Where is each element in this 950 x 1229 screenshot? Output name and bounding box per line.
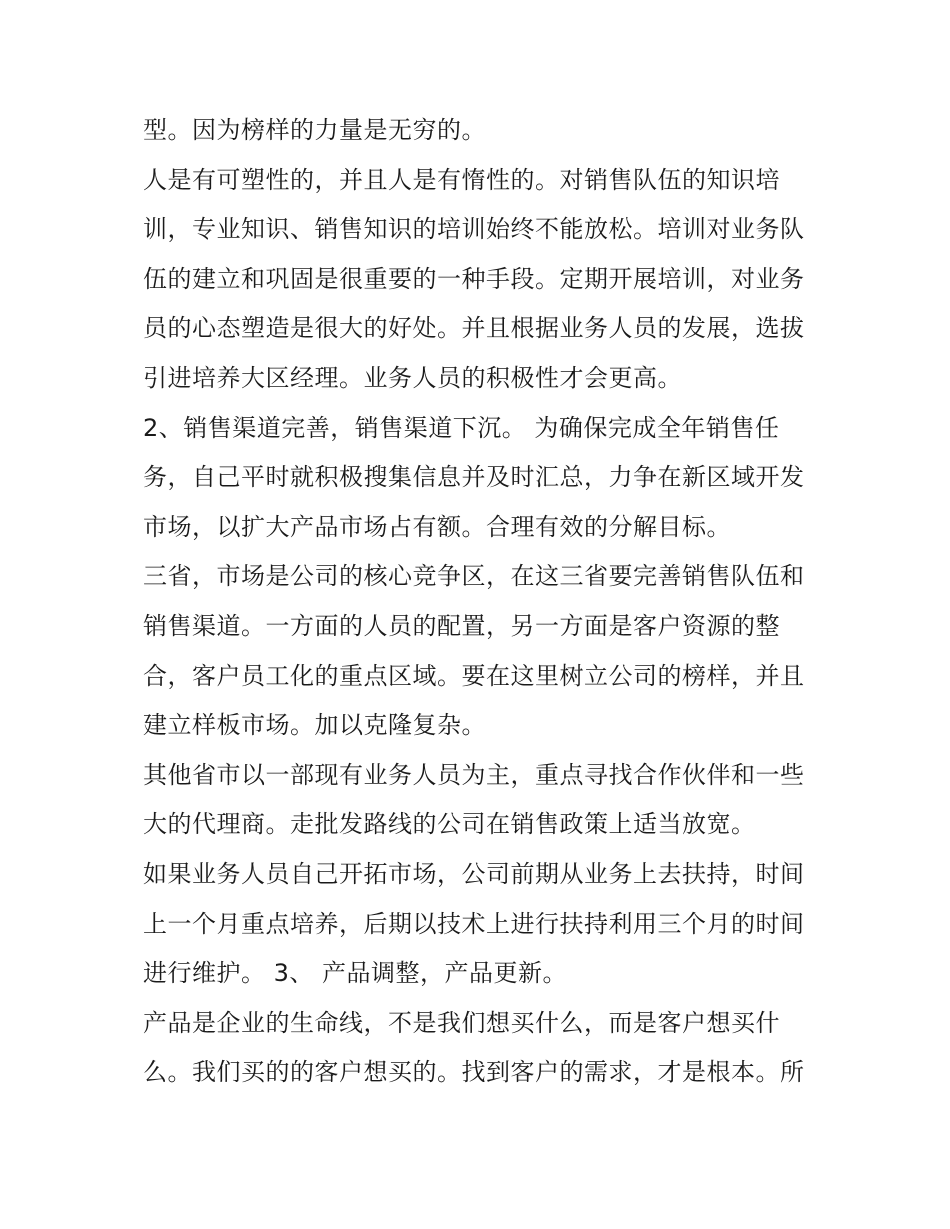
text-line: 务，自己平时就积极搜集信息并及时汇总，力争在新区域开发 [143, 463, 805, 492]
text-line: 人是有可塑性的，并且人是有惰性的。对销售队伍的知识培 [143, 165, 780, 194]
text-line: 上一个月重点培养，后期以技术上进行扶持利用三个月的时间 [143, 909, 805, 938]
text-line: 产品是企业的生命线，不是我们想买什么，而是客户想买什 [143, 1008, 780, 1037]
text-line: 其他省市以一部现有业务人员为主，重点寻找合作伙伴和一些 [143, 760, 805, 789]
text-line: 合，客户员工化的重点区域。要在这里树立公司的榜样，并且 [143, 661, 805, 690]
text-line: 进行维护。 3、 产品调整，产品更新。 [143, 959, 568, 988]
text-line: 型。因为榜样的力量是无穷的。 [143, 116, 486, 144]
text-line: 伍的建立和巩固是很重要的一种手段。定期开展培训，对业务 [143, 264, 805, 293]
text-line: 么。我们买的的客户想买的。找到客户的需求，才是根本。所 [143, 1058, 805, 1087]
text-line: 建立样板市场。加以克隆复杂。 [143, 711, 486, 740]
text-line: 销售渠道。一方面的人员的配置，另一方面是客户资源的整 [143, 611, 780, 640]
text-line: 大的代理商。走批发路线的公司在销售政策上适当放宽。 [143, 810, 756, 839]
document-body [143, 106, 818, 1098]
text-line: 如果业务人员自己开拓市场，公司前期从业务上去扶持，时间 [143, 859, 805, 888]
text-line: 训，专业知识、销售知识的培训始终不能放松。培训对业务队 [143, 215, 805, 244]
text-line: 市场，以扩大产品市场占有额。合理有效的分解目标。 [143, 512, 731, 541]
text-line: 2、销售渠道完善，销售渠道下沉。 为确保完成全年销售任 [143, 413, 780, 442]
text-line: 三省，市场是公司的核心竞争区，在这三省要完善销售队伍和 [143, 562, 805, 591]
text-line: 员的心态塑造是很大的好处。并且根据业务人员的发展，选拔 [143, 314, 805, 343]
text-line: 引进培养大区经理。业务人员的积极性才会更高。 [143, 363, 682, 392]
